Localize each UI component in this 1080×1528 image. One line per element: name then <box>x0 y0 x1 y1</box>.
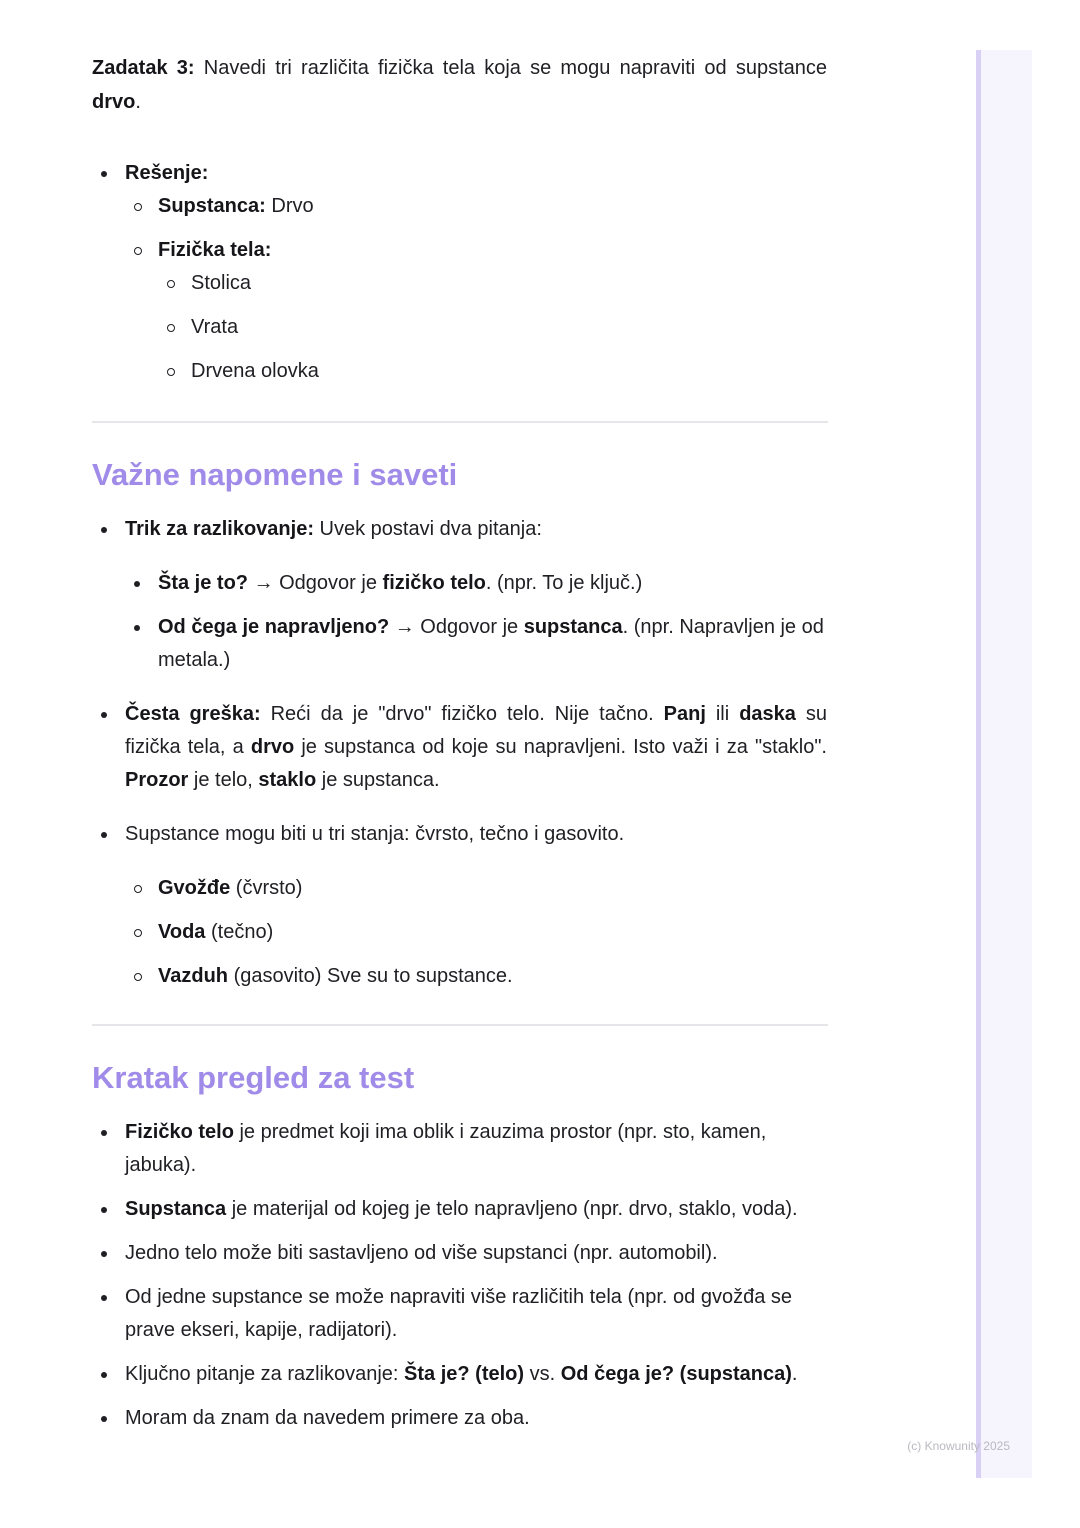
sidebar-accent-line <box>976 50 981 1478</box>
list-item: Fizičko telo je predmet koji ima oblik i zauzima prostor (npr. sto, kamen, jabuka). <box>92 1116 827 1182</box>
document-content <box>92 50 827 1435</box>
list-item: Šta je to? → Odgovor je fizičko telo. (npr. To je ključ.) <box>125 567 827 600</box>
divider <box>92 1024 828 1026</box>
list-item: Od jedne supstance se može napraviti više različitih tela (npr. od gvožđa se prave ekseri, kapije, radijatori). <box>92 1281 827 1347</box>
task-paragraph: Zadatak 3: Navedi tri različita fizička tela koja se mogu napraviti od supstance drvo. <box>92 57 827 113</box>
notes-list <box>92 513 827 993</box>
list-item: Drvena olovka <box>158 355 827 388</box>
section-heading: Kratak pregled za test <box>92 1060 415 1095</box>
list-item: Stolica <box>158 267 827 300</box>
task-label: Zadatak 3: <box>92 57 195 79</box>
list-item: Česta greška: Reći da je "drvo" fizičko telo. Nije tačno. Panj ili daska su fizička tela, a drvo je supstanca od koje su napravljeni. Isto važi i za "staklo". Prozor je telo, staklo je supstanca. <box>92 698 827 797</box>
list-item: Vrata <box>158 311 827 344</box>
summary-list <box>92 1116 827 1435</box>
list-item: Supstance mogu biti u tri stanja: čvrsto, tečno i gasovito. Gvožđe (čvrsto) Voda (tečno) Vazduh (gasovito) Sve su to supstance. <box>92 818 827 993</box>
list-item: Gvožđe (čvrsto) <box>125 872 827 905</box>
substance-item: Supstanca: Drvo <box>125 190 827 223</box>
sidebar-panel <box>976 50 1032 1478</box>
solution-list <box>92 157 827 388</box>
copyright-footer: (c) Knowunity 2025 <box>907 1439 1010 1453</box>
list-item: Vazduh (gasovito) Sve su to supstance. <box>125 960 827 993</box>
divider <box>92 421 828 423</box>
list-item: Ključno pitanje za razlikovanje: Šta je? (telo) vs. Od čega je? (supstanca). <box>92 1358 827 1391</box>
list-item: Jedno telo može biti sastavljeno od više supstanci (npr. automobil). <box>92 1237 827 1270</box>
list-item: Moram da znam da navedem primere za oba. <box>92 1402 827 1435</box>
list-item: Supstanca je materijal od kojeg je telo napravljeno (npr. drvo, staklo, voda). <box>92 1193 827 1226</box>
bodies-item: Fizička tela: Stolica Vrata Drvena olovka <box>125 234 827 388</box>
list-item: Trik za razlikovanje: Uvek postavi dva pitanja: Šta je to? → Odgovor je fizičko telo. (npr. To je ključ.) Od čega je napravljeno? → Odgovor je supstanca. (npr. Napravljen je od metala.) <box>92 513 827 677</box>
list-item: Od čega je napravljeno? → Odgovor je supstanca. (npr. Napravljen je od metala.) <box>125 611 827 677</box>
section-heading: Važne napomene i saveti <box>92 457 458 492</box>
solution-item: Rešenje: Supstanca: Drvo Fizička tela: Stolica Vrata Drvena olovka <box>92 157 827 388</box>
list-item: Voda (tečno) <box>125 916 827 949</box>
